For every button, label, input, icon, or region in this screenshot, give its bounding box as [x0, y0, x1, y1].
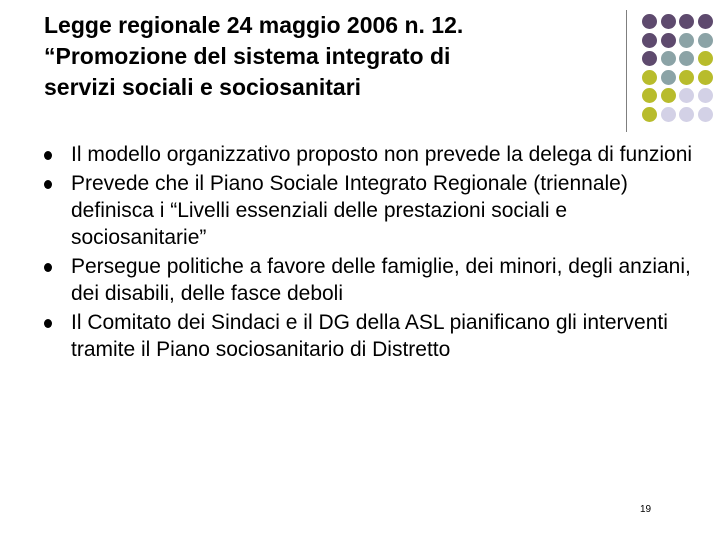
bullet-item	[44, 170, 694, 251]
decorative-dot	[679, 51, 694, 66]
bullet-item	[44, 253, 694, 307]
bullet-text: Il modello organizzativo proposto non prevede la delega di funzioni	[71, 143, 693, 166]
decorative-dot	[679, 70, 694, 85]
decorative-dot	[642, 51, 657, 66]
decorative-dot	[698, 88, 713, 103]
decorative-dot	[698, 33, 713, 48]
bullet-text: Persegue politiche a favore delle famiglie, dei minori, degli anziani, dei disabili, delle fasce deboli	[71, 255, 691, 305]
bullet-item	[44, 141, 694, 168]
decorative-dot	[698, 51, 713, 66]
title-divider-line	[626, 10, 627, 132]
decorative-dot	[679, 107, 694, 122]
decorative-dot	[642, 33, 657, 48]
bullet-dot-icon	[44, 180, 52, 189]
decorative-dot	[642, 88, 657, 103]
bullet-dot-icon	[44, 319, 52, 328]
page-number: 19	[640, 504, 652, 515]
decorative-dot	[661, 33, 676, 48]
bullet-list	[44, 141, 694, 365]
decorative-dot	[679, 88, 694, 103]
decorative-dot	[698, 107, 713, 122]
decorative-dot	[661, 88, 676, 103]
slide-title: Legge regionale 24 maggio 2006 n. 12. “Promozione del sistema integrato di servizi sociali e sociosanitari	[44, 12, 464, 100]
bullet-text: Il Comitato dei Sindaci e il DG della ASL pianificano gli interventi tramite il Piano sociosanitario di Distretto	[71, 311, 668, 361]
bullet-text: Prevede che il Piano Sociale Integrato Regionale (triennale) definisca i “Livelli essenziali delle prestazioni sociali e sociosanitarie”	[71, 172, 628, 249]
decorative-dot	[661, 107, 676, 122]
decorative-dot	[642, 70, 657, 85]
bullet-dot-icon	[44, 263, 52, 272]
decorative-dot	[642, 14, 657, 29]
bullet-item	[44, 309, 694, 363]
bullet-dot-icon	[44, 151, 52, 160]
decorative-dot	[679, 14, 694, 29]
decorative-dot	[661, 70, 676, 85]
decorative-dot	[679, 33, 694, 48]
decorative-dot	[661, 14, 676, 29]
decorative-dot	[698, 70, 713, 85]
decorative-dot	[642, 107, 657, 122]
decorative-dot	[661, 51, 676, 66]
decorative-dot	[698, 14, 713, 29]
